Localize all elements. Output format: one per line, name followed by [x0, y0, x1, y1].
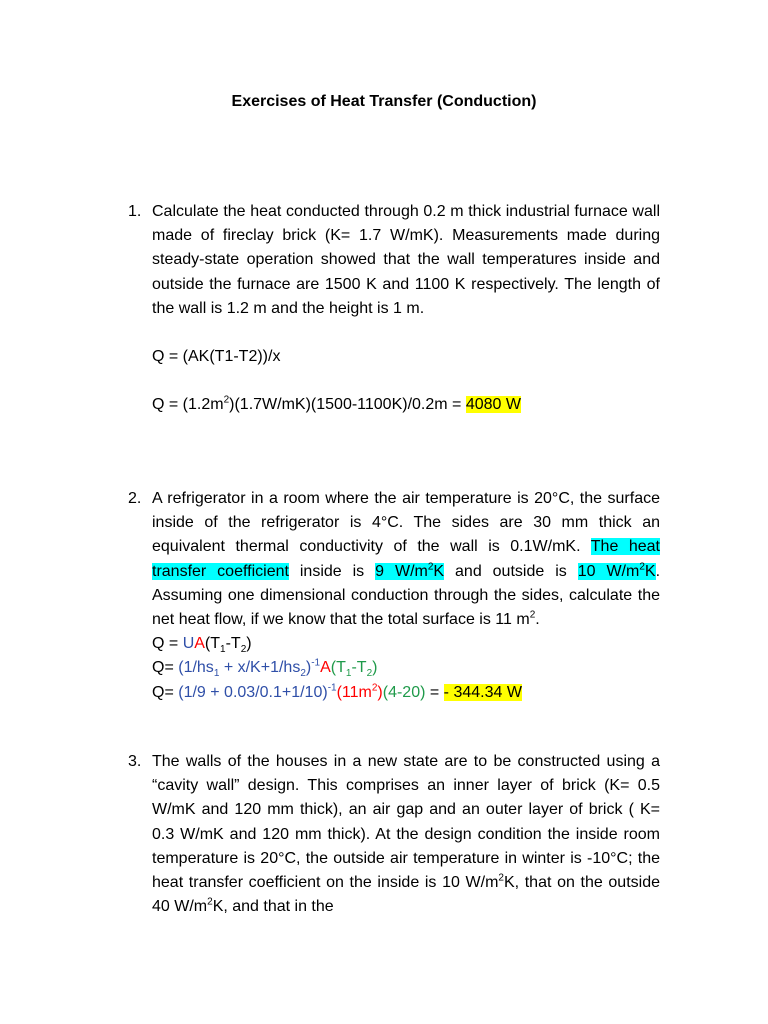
subscript: 1: [213, 668, 220, 680]
text-part: (1/9 + 0.03/0.1+1/10): [178, 683, 328, 701]
text-part: (T: [330, 659, 346, 677]
highlight: [578, 563, 656, 580]
calculation: [152, 393, 660, 417]
text-part: inside is: [288, 562, 376, 580]
text-part: (T: [204, 635, 221, 653]
text-part: (11m: [336, 683, 372, 701]
text-part: K: [433, 562, 445, 580]
text-part: U: [182, 635, 195, 653]
text-part: A: [320, 659, 331, 677]
superscript: 2: [529, 609, 536, 621]
text-part: Q=: [152, 683, 179, 701]
superscript: 2: [639, 561, 645, 573]
text-part: 9 W/m: [375, 562, 428, 580]
text-part: . Assuming one dimensional conduction through the sides, calculate the net heat flow, if we know that the total surface is 11 m: [152, 562, 661, 629]
highlight: The heat transfer coefficient: [152, 538, 661, 580]
formula-green: [330, 659, 378, 680]
text-part: -T: [351, 659, 367, 677]
exercise-text: [152, 750, 660, 919]
text-part: =: [425, 683, 444, 701]
answer-highlight: - 344.34 W: [443, 683, 522, 701]
text-part: K, and that in the: [212, 898, 334, 916]
text-part: A refrigerator in a room where the air temperature is 20°C, the surface inside of the refrigerator is 4°C. The sides are 30 mm thick an equivalent thermal conductivity of the wall is 0.1W/mK.: [152, 490, 660, 556]
text-part: 10 W/m: [577, 562, 640, 580]
document-title: Exercises of Heat Transfer (Conduction): [231, 93, 537, 110]
text-part: Q =: [152, 635, 183, 653]
formula: Q = (AK(T1-T2))/x: [152, 348, 281, 366]
text-part: ): [377, 683, 383, 701]
superscript: 2: [207, 896, 213, 908]
exercise-number: 2.: [128, 490, 142, 507]
exercise-text: Calculate the heat conducted through 0.2 m thick industrial furnace wall made of fireclay brick (K= 1.7 W/mK). Measurements made during steady-state operation showed that the wall temperatures inside and outside the furnace are 1500 K and 1100 K respectively. The length of the wall is 1.2 m and the height is 1 m.: [152, 203, 660, 317]
exercise-2: [130, 487, 660, 705]
superscript: 2: [371, 682, 378, 694]
subscript: 1: [220, 644, 226, 656]
text-part: K: [644, 562, 656, 580]
text-part: Q=: [152, 659, 179, 677]
superscript: -1: [311, 658, 321, 670]
superscript: -1: [327, 682, 337, 694]
formula-red: [337, 684, 383, 701]
superscript: 2: [223, 394, 230, 406]
text-part: (1/hs: [178, 659, 214, 677]
text-part: The walls of the houses in a new state are to be constructed using a “cavity wall” design. This comprises an inner layer of brick (K= 0.5 W/mK and 120 mm thick), an air gap and an outer layer of brick ( K= 0.3 W/mK and 120 mm thick). At the design condition the inside room temperature is 20°C, the outside air temperature in winter is -10°C; the heat transfer coefficient on the inside is 10 W/m: [152, 753, 660, 892]
text-part: and outside is: [444, 562, 578, 580]
text-part: ): [372, 659, 378, 677]
calc-part: Q = (1.2m: [152, 396, 224, 414]
exercise-text: [152, 487, 660, 632]
subscript: 2: [366, 668, 373, 680]
formula-blue: [178, 684, 336, 701]
exercise-3: [130, 750, 660, 919]
text-part: ): [246, 635, 252, 653]
subscript: 1: [345, 668, 352, 680]
text-part: ): [305, 659, 312, 677]
superscript: 2: [498, 872, 504, 884]
text-part: A: [194, 635, 205, 653]
formula-1: [152, 632, 660, 656]
exercise-number: 1.: [128, 203, 142, 220]
highlight: [375, 563, 444, 580]
calc-part: )(1.7W/mK)(1500-1100K)/0.2m =: [229, 396, 466, 414]
text-part: (4-20): [382, 683, 426, 701]
formula-3: [152, 681, 660, 705]
subscript: 2: [300, 668, 306, 680]
formula-blue: [178, 658, 321, 680]
text-part: .: [535, 611, 540, 629]
formula-2: [152, 656, 660, 680]
text-part: + x/K+1/hs: [219, 659, 301, 677]
text-part: K, that on the outside 40 W/m: [152, 874, 661, 916]
answer-highlight: 4080 W: [465, 396, 521, 414]
exercise-number: 3.: [128, 753, 142, 770]
text-part: -T: [225, 635, 241, 653]
exercise-1: [130, 200, 660, 417]
subscript: 2: [240, 644, 247, 656]
superscript: 2: [427, 561, 434, 573]
